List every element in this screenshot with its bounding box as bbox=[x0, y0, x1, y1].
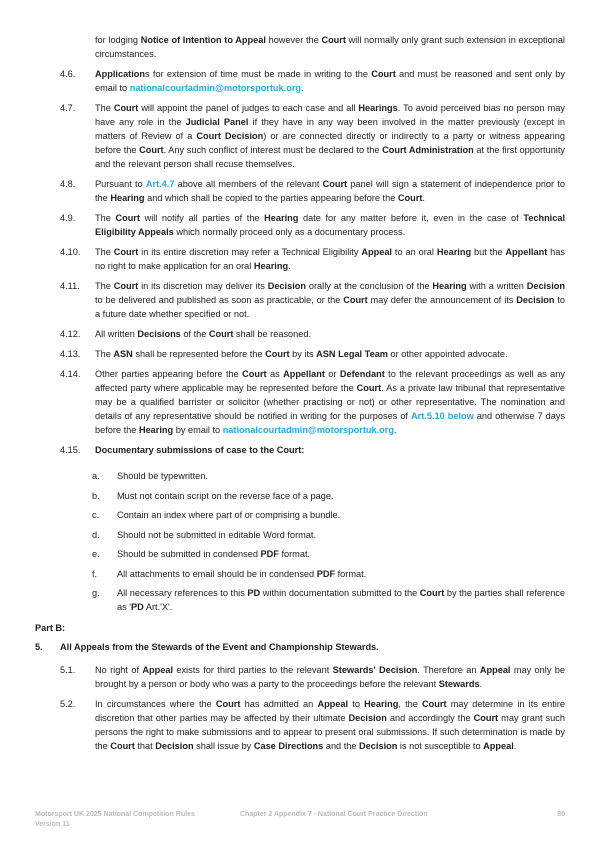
item-number: c. bbox=[92, 510, 100, 520]
item-number: 4.15. bbox=[60, 445, 81, 455]
paragraphs-4 bbox=[35, 67, 565, 457]
numbered-paragraph bbox=[35, 211, 565, 239]
text-run: Must not contain script on the reverse face of a page. bbox=[117, 490, 334, 501]
submission-requirements-list bbox=[35, 469, 565, 614]
text-run: by its bbox=[289, 349, 317, 359]
text-run: . bbox=[422, 193, 425, 203]
text-run: . Any such conflict of interest must be declared to the bbox=[163, 145, 383, 155]
item-number: 4.7. bbox=[60, 103, 76, 113]
bold-term: ASN bbox=[113, 349, 133, 359]
text-run: and otherwise 7 days before the bbox=[95, 411, 565, 435]
text-run: Contain an index where part of or comprising a bundle. bbox=[117, 510, 341, 520]
text-run: and which shall be copied to the parties appearing before the bbox=[144, 193, 398, 203]
bold-term: Hearings bbox=[358, 103, 398, 113]
text-run: All written bbox=[95, 329, 138, 339]
bold-term: PDF bbox=[316, 568, 336, 579]
list-item bbox=[35, 528, 565, 542]
text-run: in its discretion may deliver its bbox=[138, 281, 268, 291]
text-run: . bbox=[301, 83, 304, 93]
item-number: f. bbox=[92, 568, 98, 579]
text-run: format. bbox=[335, 568, 367, 579]
bold-term: Appeal bbox=[361, 247, 392, 257]
text-run: which normally proceed only as a documentary process. bbox=[173, 227, 406, 237]
bold-term: PD bbox=[247, 588, 261, 598]
bold-term: Court bbox=[265, 349, 290, 359]
text-run: for lodging bbox=[95, 35, 141, 45]
text-run: to be delivered and published as soon as practicable, or the bbox=[95, 295, 344, 305]
bold-term: Court bbox=[110, 741, 135, 751]
bold-term: Court bbox=[371, 69, 396, 79]
text-run: . bbox=[288, 261, 291, 271]
item-number: 4.11. bbox=[60, 281, 80, 291]
bold-term: Defendant bbox=[339, 369, 385, 379]
list-item bbox=[35, 567, 565, 581]
text-run: at the first opportunity and the relevant person shall recuse themselves. bbox=[95, 145, 565, 169]
bold-term: Application bbox=[95, 69, 146, 79]
item-number: b. bbox=[92, 490, 100, 501]
numbered-paragraph bbox=[35, 101, 565, 171]
document-page bbox=[35, 33, 565, 759]
bold-term: PDF bbox=[260, 549, 279, 559]
numbered-paragraph bbox=[35, 67, 565, 95]
text-run: has no right to make application for an oral bbox=[95, 247, 565, 271]
text-run: shall be represented before the bbox=[132, 349, 266, 359]
bold-term: Hearing bbox=[110, 193, 145, 203]
list-item bbox=[35, 508, 565, 522]
bold-term: Hearing bbox=[264, 213, 299, 223]
link[interactable]: nationalcourtadmin@motorsportuk.org bbox=[129, 83, 302, 93]
bold-term: Court bbox=[321, 35, 346, 45]
bold-term: Court bbox=[419, 588, 445, 598]
bold-term: Appeal bbox=[142, 665, 173, 675]
link[interactable]: Art.4.7 bbox=[145, 179, 175, 189]
text-run: that bbox=[134, 741, 156, 751]
text-run: by email to bbox=[173, 425, 223, 435]
list-item bbox=[35, 547, 565, 561]
text-run: to the relevant proceedings as well as any affected party where applicable may be represented before the bbox=[95, 369, 565, 393]
text-run: to an oral bbox=[391, 247, 437, 257]
text-run: All necessary references to this bbox=[117, 588, 248, 598]
bold-term: Case Directions bbox=[253, 741, 324, 751]
bold-term: Court bbox=[113, 103, 139, 113]
bold-term: Appeal bbox=[317, 699, 349, 709]
text-run: . As a private law tribunal that representative may be a qualified barrister or solicitor (whether practising or not) or other representative. The nomination and details of any representative should be notified in writing for the purposes of bbox=[95, 383, 565, 421]
item-number: e. bbox=[92, 549, 100, 559]
text-run: The bbox=[95, 349, 114, 359]
list-item bbox=[35, 469, 565, 483]
bold-term: Court bbox=[343, 295, 368, 305]
bold-term: Court Administration bbox=[382, 145, 474, 155]
text-run: but the bbox=[471, 247, 506, 257]
numbered-paragraph bbox=[35, 245, 565, 273]
bold-term: PD bbox=[131, 602, 144, 612]
bold-term: Stewards' Decision bbox=[332, 665, 418, 675]
bold-term: Court bbox=[397, 193, 423, 203]
footer-doc-title: Motorsport UK 2025 National Competition Rules bbox=[35, 811, 195, 818]
text-run: panel will sign a statement of independence prior to the bbox=[95, 179, 565, 203]
bold-term: Court bbox=[356, 383, 382, 393]
bold-term: Hearing bbox=[436, 247, 472, 257]
text-run: orally at the conclusion of the bbox=[305, 281, 433, 291]
text-run: however the bbox=[265, 35, 322, 45]
text-run: and accordingly the bbox=[386, 713, 474, 723]
text-run: . To avoid perceived bias no person may have any role in the bbox=[95, 103, 565, 127]
text-run: as bbox=[266, 369, 284, 379]
bold-term: Decision bbox=[348, 713, 387, 723]
numbered-paragraph bbox=[35, 327, 565, 341]
text-run: No right of bbox=[95, 665, 143, 675]
text-run: in its entire discretion may refer a Technical Eligibility bbox=[138, 247, 362, 257]
bold-term: Court bbox=[208, 329, 234, 339]
section-5-heading bbox=[35, 640, 565, 654]
bold-term: Hearing bbox=[364, 699, 399, 709]
bold-term: Hearing bbox=[138, 425, 174, 435]
text-run: may determine in its entire discretion that other parties may be affected by their ultimate bbox=[95, 699, 566, 723]
text-run: or other appointed advocate. bbox=[387, 349, 508, 359]
text-run: Should not be submitted in editable Word format. bbox=[117, 529, 317, 540]
text-run: will notify all parties of the bbox=[139, 213, 265, 223]
text-run: to bbox=[348, 699, 365, 709]
bold-term: Court bbox=[215, 699, 241, 709]
numbered-paragraph bbox=[35, 697, 565, 753]
bold-term: Decision bbox=[155, 741, 194, 751]
numbered-paragraph bbox=[35, 177, 565, 205]
item-number: 4.6. bbox=[60, 69, 76, 79]
bold-term: Appellant bbox=[505, 247, 548, 257]
text-run: format. bbox=[278, 549, 311, 559]
text-run: Art.'X'. bbox=[143, 602, 173, 612]
text-run: . bbox=[513, 741, 517, 751]
item-number: 4.12. bbox=[60, 329, 81, 339]
bold-term: Hearing bbox=[253, 261, 289, 271]
item-number: a. bbox=[92, 471, 100, 481]
text-run: The bbox=[95, 103, 114, 113]
item-number: 4.9. bbox=[60, 213, 76, 223]
bold-term: Decision bbox=[359, 741, 398, 751]
part-b-heading: Part B: bbox=[35, 623, 66, 633]
text-run: may grant such persons the right to make submissions and to appear to present oral submissions. If such determination is made by the bbox=[95, 713, 565, 751]
bold-term: Court bbox=[473, 713, 499, 723]
text-run: shall be reasoned. bbox=[233, 329, 312, 339]
page-footer bbox=[35, 810, 565, 830]
text-run: The bbox=[95, 247, 114, 257]
bold-term: Court bbox=[115, 213, 140, 223]
continuation-paragraph bbox=[35, 33, 565, 61]
footer-chapter: Chapter 2 Appendix 7 - National Court Practice Direction bbox=[240, 811, 428, 818]
text-run: within documentation submitted to the bbox=[260, 588, 420, 598]
text-run: is not susceptible to bbox=[397, 741, 484, 751]
bold-term: Court bbox=[113, 247, 139, 257]
bold-term: Appeal bbox=[483, 741, 514, 751]
text-run: or bbox=[324, 369, 340, 379]
item-number: 5.1. bbox=[60, 665, 76, 675]
text-run: . bbox=[393, 425, 397, 435]
bold-term: Court bbox=[422, 699, 447, 709]
text-run: Other parties appearing before the bbox=[95, 369, 243, 379]
text-run: shall issue by bbox=[193, 741, 254, 751]
text-run: , the bbox=[398, 699, 423, 709]
text-run: above all members of the relevant bbox=[174, 179, 323, 189]
numbered-paragraph bbox=[35, 663, 565, 691]
item-number: 4.10. bbox=[60, 247, 81, 257]
text-run: Should be submitted in condensed bbox=[117, 549, 261, 559]
item-number: 4.14. bbox=[60, 369, 81, 379]
text-run: In circumstances where the bbox=[95, 699, 216, 709]
section-title: All Appeals from the Stewards of the Event and Championship Stewards. bbox=[60, 642, 379, 652]
text-run: The bbox=[95, 281, 114, 291]
text-run: may only be brought by a person or body who was a party to the proceedings before the relevant bbox=[95, 665, 565, 689]
text-run: . bbox=[479, 679, 483, 689]
text-run: will normally only grant such extension in exceptional circumstances. bbox=[95, 35, 565, 59]
text-run: ) or are connected directly or indirectly to a party or witness appearing before the bbox=[95, 131, 565, 155]
text-run: and the bbox=[323, 741, 360, 751]
bold-term: Court Decision bbox=[196, 131, 264, 141]
text-run: with a written bbox=[466, 281, 527, 291]
text-run: has admitted an bbox=[240, 699, 318, 709]
bold-term: Documentary submissions of case to the Court: bbox=[95, 445, 305, 455]
text-run: Pursuant to bbox=[95, 179, 146, 189]
text-run: exists for third parties to the relevant bbox=[173, 665, 333, 675]
item-number: 4.8. bbox=[60, 179, 76, 189]
text-run: to a future date whether specified or not. bbox=[95, 295, 566, 319]
section-number: 5. bbox=[35, 642, 43, 652]
bold-term: Technical Eligibility Appeals bbox=[95, 213, 566, 237]
bold-term: Stewards bbox=[438, 679, 480, 689]
bold-term: Appeal bbox=[479, 665, 511, 675]
page-number: 80 bbox=[557, 811, 565, 818]
link[interactable]: Art.5.10 below bbox=[411, 411, 474, 421]
bold-term: Appellant bbox=[283, 369, 325, 379]
text-run: All attachments to email should be in condensed bbox=[117, 568, 317, 579]
bold-term: Decisions bbox=[137, 329, 181, 339]
bold-term: Court bbox=[242, 369, 267, 379]
bold-term: Court bbox=[139, 145, 164, 155]
text-run: will appoint the panel of judges to each case and all bbox=[138, 103, 359, 113]
bold-term: Decision bbox=[516, 295, 555, 305]
text-run: The bbox=[95, 213, 116, 223]
text-run: and must be reasoned and sent only by email to bbox=[95, 69, 565, 93]
text-run: may defer the announcement of its bbox=[367, 295, 517, 305]
footer-version: Version 11 bbox=[35, 821, 70, 828]
numbered-paragraph bbox=[35, 443, 565, 457]
item-number: d. bbox=[92, 529, 100, 540]
paragraphs-5 bbox=[35, 663, 565, 753]
item-number: g. bbox=[92, 588, 100, 598]
item-number: 5.2. bbox=[60, 699, 76, 709]
bold-term: Decision bbox=[526, 281, 565, 291]
text-run: of the bbox=[180, 329, 209, 339]
list-item bbox=[35, 489, 565, 503]
bold-term: Notice of Intention to Appeal bbox=[140, 35, 266, 45]
item-number: 4.13. bbox=[60, 349, 81, 359]
text-run: if they have in any way been involved in the matter previously (except in matters of Review of a bbox=[95, 117, 565, 141]
bold-term: Decision bbox=[267, 281, 306, 291]
text-run: . Therefore an bbox=[417, 665, 480, 675]
numbered-paragraph bbox=[35, 347, 565, 361]
text-run: by the parties shall reference as ' bbox=[117, 588, 566, 612]
numbered-paragraph bbox=[35, 367, 565, 437]
bold-term: Judicial Panel bbox=[185, 117, 249, 127]
bold-term: Hearing bbox=[432, 281, 467, 291]
list-item bbox=[35, 586, 565, 614]
numbered-paragraph bbox=[35, 279, 565, 321]
text-run: Should be typewritten. bbox=[117, 471, 208, 481]
link[interactable]: nationalcourtadmin@motorsportuk.org bbox=[222, 425, 394, 435]
bold-term: Court bbox=[322, 179, 348, 189]
text-run: date for any matter before it, even in the case of bbox=[298, 213, 524, 223]
bold-term: Court bbox=[113, 281, 139, 291]
bold-term: ASN Legal Team bbox=[316, 349, 388, 359]
text-run: s for extension of time must be made in writing to the bbox=[145, 69, 372, 79]
